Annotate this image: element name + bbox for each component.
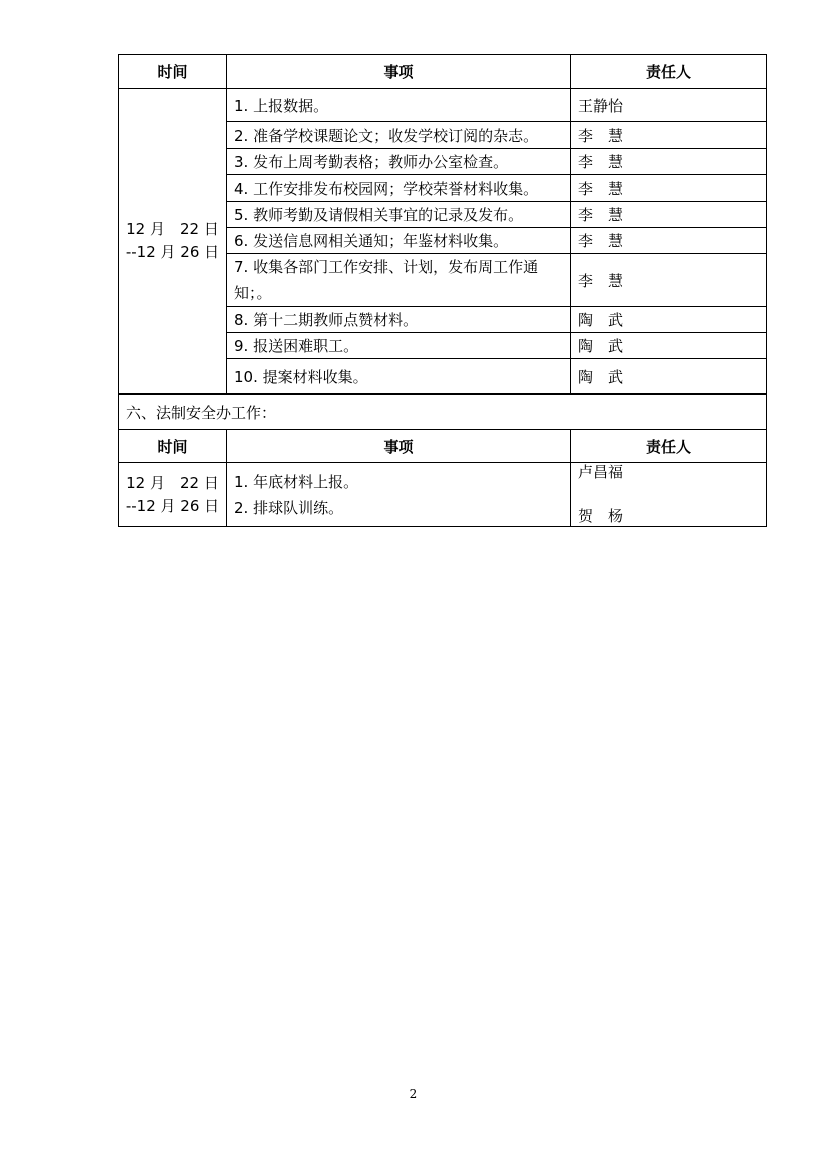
section-title: 六、法制安全办工作： xyxy=(119,395,767,430)
item-cell: 2. 准备学校课题论文；收发学校订阅的杂志。 xyxy=(227,122,571,149)
person-cell: 李 慧 xyxy=(571,202,767,228)
date-start: 12 月 22 日 xyxy=(126,473,219,492)
item-cell: 8. 第十二期教师点赞材料。 xyxy=(227,307,571,333)
date-start: 12 月 22 日 xyxy=(126,220,219,238)
header-person: 责任人 xyxy=(571,55,767,89)
person-cell xyxy=(571,463,767,527)
legal-safety-table xyxy=(118,394,767,527)
person-name: 卢昌福 xyxy=(578,463,624,481)
person-cell: 李 慧 xyxy=(571,122,767,149)
page-number: 2 xyxy=(409,1087,418,1101)
table-header-row xyxy=(119,430,767,463)
weekly-work-table xyxy=(118,54,767,394)
table-header-row xyxy=(119,55,767,89)
header-time: 时间 xyxy=(119,430,227,463)
person-cell: 陶 武 xyxy=(571,333,767,359)
item-cell: 9. 报送困难职工。 xyxy=(227,333,571,359)
item-cell: 6. 发送信息网相关通知；年鉴材料收集。 xyxy=(227,228,571,254)
person-cell: 陶 武 xyxy=(571,307,767,333)
header-item: 事项 xyxy=(227,430,571,463)
date-range-cell xyxy=(119,89,227,394)
item-cell: 10. 提案材料收集。 xyxy=(227,359,571,394)
item-cell: 1. 上报数据。 xyxy=(227,89,571,122)
person-name: 贺 杨 xyxy=(578,507,624,525)
section-title-row xyxy=(119,395,767,430)
item-cell: 7. 收集各部门工作安排、计划，发布周工作通知；。 xyxy=(227,254,571,307)
person-cell: 李 慧 xyxy=(571,254,767,307)
person-cell: 李 慧 xyxy=(571,228,767,254)
date-end: --12 月 26 日 xyxy=(125,243,220,261)
item-cell: 4. 工作安排发布校园网；学校荣誉材料收集。 xyxy=(227,175,571,202)
item-cell: 5. 教师考勤及请假相关事宜的记录及发布。 xyxy=(227,202,571,228)
list-item: 2. 排球队训练。 xyxy=(234,498,344,517)
item-cell xyxy=(227,463,571,527)
date-end: --12 月 26 日 xyxy=(125,496,220,515)
table-row xyxy=(119,463,767,527)
table-row xyxy=(119,89,767,122)
person-cell: 王静怡 xyxy=(571,89,767,122)
header-time: 时间 xyxy=(119,55,227,89)
list-item: 1. 年底材料上报。 xyxy=(234,472,359,491)
person-cell: 李 慧 xyxy=(571,175,767,202)
person-cell: 陶 武 xyxy=(571,359,767,394)
date-range-cell xyxy=(119,463,227,527)
item-cell: 3. 发布上周考勤表格；教师办公室检查。 xyxy=(227,149,571,175)
header-item: 事项 xyxy=(227,55,571,89)
person-cell: 李 慧 xyxy=(571,149,767,175)
header-person: 责任人 xyxy=(571,430,767,463)
